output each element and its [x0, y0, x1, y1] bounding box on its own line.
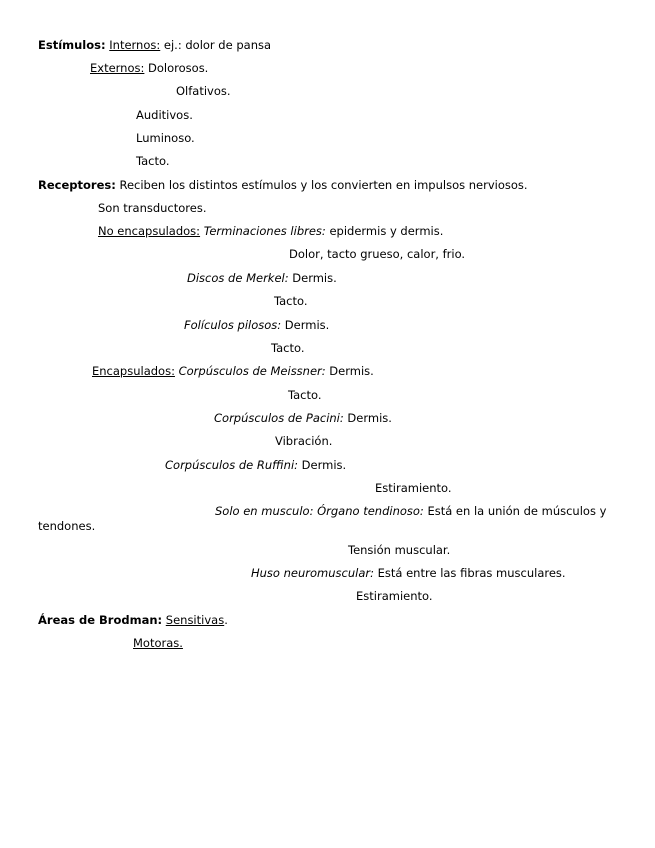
- line-merkel: [187, 273, 337, 285]
- line-text: Vibración.: [275, 434, 333, 448]
- receptor-term: Folículos pilosos:: [184, 318, 282, 332]
- line-dolor-tacto: [289, 249, 465, 261]
- line-transductores: [98, 203, 207, 215]
- line-luminoso: [136, 133, 195, 145]
- section-heading: Áreas de Brodman:: [38, 613, 163, 627]
- line-text: Luminoso.: [136, 131, 195, 145]
- line-text: Dermis.: [343, 411, 392, 425]
- line-text: Tacto.: [274, 294, 308, 308]
- line-foliculos: [184, 320, 329, 332]
- line-text: Tacto.: [288, 388, 322, 402]
- line-text: Estiramiento.: [375, 481, 452, 495]
- subcategory-label: No encapsulados:: [98, 224, 201, 238]
- line-text: Dermis.: [298, 458, 347, 472]
- line-text: Tacto.: [136, 154, 170, 168]
- receptor-term: Terminaciones libres:: [200, 224, 326, 238]
- line-estimulos: [38, 40, 271, 52]
- line-text: Tacto.: [271, 341, 305, 355]
- line-estiramiento-ruffini: [375, 483, 452, 495]
- line-organo-tendinoso: [215, 506, 606, 518]
- section-heading: Estímulos:: [38, 38, 106, 52]
- subcategory-label: Internos:: [109, 38, 161, 52]
- line-areas-brodman: [38, 615, 228, 627]
- line-tension: [348, 545, 450, 557]
- line-text: Dermis.: [281, 318, 330, 332]
- line-tacto-foliculos: [271, 343, 305, 355]
- line-text: Tensión muscular.: [348, 543, 451, 557]
- line-tacto: [136, 156, 170, 168]
- line-vibracion: [275, 436, 332, 448]
- receptor-term: Corpúsculos de Pacini:: [214, 411, 344, 425]
- line-text: ej.: dolor de pansa: [160, 38, 272, 52]
- section-heading: Receptores:: [38, 178, 116, 192]
- line-text: epidermis y dermis.: [325, 224, 444, 238]
- line-tacto-merkel: [274, 296, 308, 308]
- line-text: Está entre las fibras musculares.: [373, 566, 566, 580]
- line-text: Dermis.: [288, 271, 337, 285]
- line-estiramiento-huso: [356, 591, 433, 603]
- line-ruffini: [165, 460, 346, 472]
- line-text: Está en la unión de músculos y: [423, 504, 607, 518]
- line-auditivos: [136, 110, 193, 122]
- line-pacini: [214, 413, 392, 425]
- line-text: tendones.: [38, 519, 96, 533]
- line-huso: [251, 568, 566, 580]
- receptor-term: Solo en musculo: Órgano tendinoso:: [215, 504, 424, 518]
- line-externos: [90, 63, 208, 75]
- line-text: Reciben los distintos estímulos y los convierten en impulsos nerviosos.: [115, 178, 528, 192]
- line-text: Dolorosos.: [144, 61, 209, 75]
- line-olfativos: [176, 86, 231, 98]
- receptor-term: Corpúsculos de Meissner:: [174, 364, 326, 378]
- receptor-term: Huso neuromuscular:: [251, 566, 374, 580]
- line-text: Dolor, tacto grueso, calor, frio.: [289, 247, 466, 261]
- line-encapsulados: [92, 366, 374, 378]
- subcategory-label: Externos:: [90, 61, 145, 75]
- line-text: Dermis.: [325, 364, 374, 378]
- line-text: Olfativos.: [176, 84, 231, 98]
- line-receptores: [38, 180, 528, 192]
- receptor-term: Discos de Merkel:: [187, 271, 289, 285]
- subcategory-label: Sensitivas: [165, 613, 225, 627]
- subcategory-label: Motoras.: [133, 636, 183, 650]
- line-motoras: [133, 638, 183, 650]
- subcategory-label: Encapsulados:: [92, 364, 175, 378]
- receptor-term: Corpúsculos de Ruffini:: [165, 458, 299, 472]
- line-organo-tendinoso-cont: [38, 521, 95, 533]
- line-tacto-meissner: [288, 390, 322, 402]
- line-text: Son transductores.: [98, 201, 207, 215]
- line-text: .: [224, 613, 228, 627]
- line-text: Auditivos.: [136, 108, 193, 122]
- line-no-encapsulados: [98, 226, 443, 238]
- line-text: Estiramiento.: [356, 589, 433, 603]
